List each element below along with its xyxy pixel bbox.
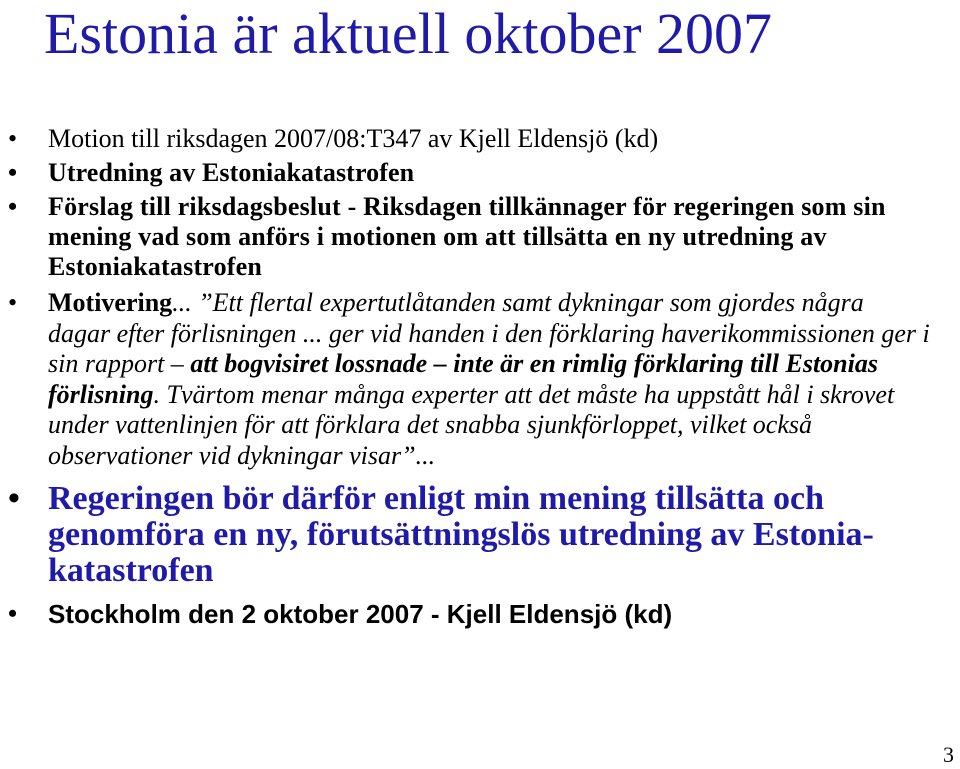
bullet-text: Utredning av Estoniakatastrofen <box>48 158 415 187</box>
bullet-dot: • <box>8 192 18 221</box>
bullet-dot: • <box>8 480 20 517</box>
motivation-label: Motivering <box>48 288 173 317</box>
bullet-signature <box>0 599 960 629</box>
page-number: 3 <box>943 742 954 767</box>
bullet-dot: • <box>8 599 18 628</box>
bullet-proposal <box>0 192 960 282</box>
bullet-text: Motion till riksdagen 2007/08:T347 av Kjell Eldensjö (kd) <box>48 124 659 153</box>
bullet-motion <box>0 124 960 154</box>
slide-title: Estonia är aktuell oktober 2007 <box>44 1 773 66</box>
bullet-text: Regeringen bör därför enligt min mening tillsätta och genomföra en ny, förutsättningslös utredning av Estonia-katastrofen <box>48 480 874 589</box>
bullet-text: Förslag till riksdagsbeslut - Riksdagen tillkännager för regeringen som sin mening vad som anförs i motionen om att tillsätta en ny utredning av Estoniakatastrofen <box>48 192 886 281</box>
motivation-quote-start: ... ”Ett flertal expertutlåtanden samt dykningar som gjordes några dagar efter förlisningen ... ger vid handen i den förklaring haverikommissionen ger i sin rapport – <box>48 288 930 378</box>
bullet-conclusion <box>0 481 960 589</box>
bullet-motivation <box>0 288 960 471</box>
motivation-emphasis: att bogvisiret lossnade – inte är en rimlig förklaring till Estonias förlisning <box>48 349 878 409</box>
motivation-quote-end: . Tvärtom menar många experter att det måste ha uppstått hål i skrovet under vattenlinjen för att förklara det snabba sjunkförloppet, vilket också observationer vid dykningar visar”... <box>48 379 895 470</box>
bullet-dot: • <box>8 158 18 187</box>
bullet-investigation <box>0 158 960 188</box>
bullet-dot: • <box>8 124 18 153</box>
bullet-list <box>0 124 960 629</box>
bullet-dot: • <box>8 288 18 317</box>
bullet-text: Stockholm den 2 oktober 2007 - Kjell Eldensjö (kd) <box>48 599 673 629</box>
